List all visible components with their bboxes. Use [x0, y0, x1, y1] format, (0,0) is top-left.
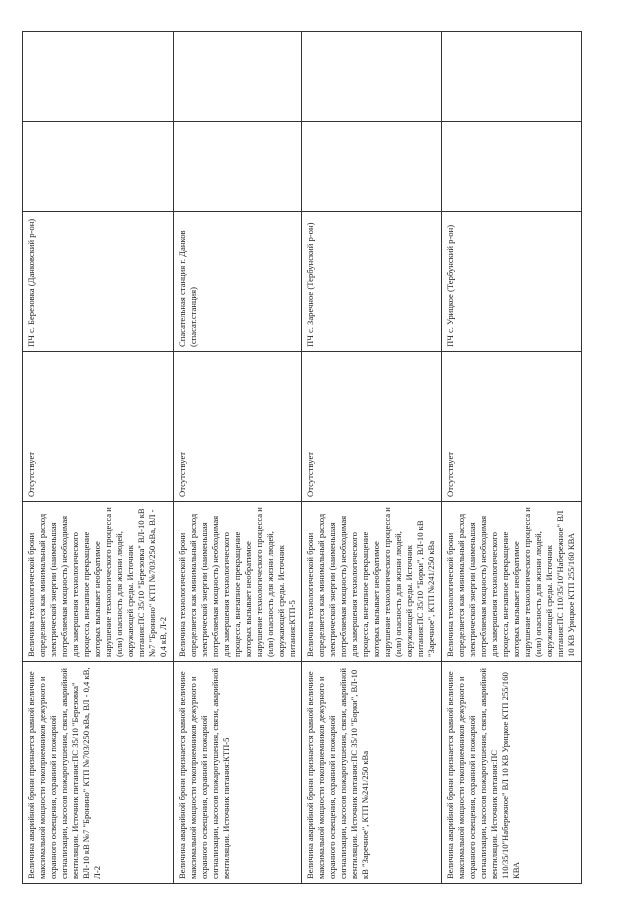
object-name-cell: ПЧ с. Урицкое (Тербунский р-он): [442, 212, 582, 352]
emergency-reserve-cell: Величина аварийной брони признается равной величине максимальной мощности токоприемников дежурного и охранного освещения, охранной и пожарной сигнализации, насосов пожаротушения, связи, аварийной вентиляции. Источник питания:КТП-5: [173, 662, 302, 884]
emergency-reserve-cell: Величина аварийной брони признается равной величине максимальной мощности токоприемников дежурного и охранного освещения, охранной и пожарной сигнализации, насосов пожаротушения, связи, аварийной вентиляции. Источник питания:ПС 35/10 "Березовка" ВЛ-10 кВ №7 "Бронино" КТП №703/250 кВа, ВЛ - 0,4 кВ, Л-2: [23, 662, 174, 884]
blank-cell: [302, 32, 442, 122]
tech-reserve-cell: Величина технологической брони определяется как минимальный расход электрической энергии (наименьшая потребляемая мощность) необходимая для завершения технологического процесса, внезапное прекращение которых вызывает необратимое нарушение технологического процесса и (или) опасность для жизни людей, окружающей среды. Источник питания:ПС 110/35/10"Набережное" ВЛ 10 КВ Урицкое КТП 255/160 КВА: [442, 502, 582, 662]
blank-cell: [173, 32, 302, 122]
tech-reserve-cell: Величина технологической брони определяется как минимальный расход электрической энергии (наименьшая потребляемая мощность) необходимая для завершения технологического процесса, внезапное прекращение которых вызывает необратимое нарушение технологического процесса и (или) опасность для жизни людей, окружающей среды. Источник питания:ПС 35/10 "Борки", ВЛ-10 кВ "Заречное", КТП №241/250 кВа: [302, 502, 442, 662]
rotated-table-container: [22, 32, 582, 884]
tech-reserve-cell: Величина технологической брони определяется как минимальный расход электрической энергии (наименьшая потребляемая мощность) необходимая для завершения технологического процесса, внезапное прекращение которых вызывает необратимое нарушение технологического процесса и (или) опасность для жизни людей, окружающей среды. Источник питания:ПС 35/10 "Березовка" ВЛ-10 кВ №7 "Бронино" КТП №703/250 кВа, ВЛ - 0,4 кВ, Л-2: [23, 502, 174, 662]
blank-cell: [442, 122, 582, 212]
status-cell: Отсутствует: [302, 352, 442, 502]
blank-cell: [302, 122, 442, 212]
status-cell: Отсутствует: [173, 352, 302, 502]
blank-cell: [442, 32, 582, 122]
table-row: [302, 32, 442, 884]
status-cell: Отсутствует: [442, 352, 582, 502]
table-row: [23, 32, 174, 884]
reserve-table: [22, 31, 582, 884]
object-name-cell: Спасательная станция г. Данков (спасат.станция): [173, 212, 302, 352]
table-row: [173, 32, 302, 884]
emergency-reserve-cell: Величина аварийной брони признается равной величине максимальной мощности токоприемников дежурного и охранного освещения, охранной и пожарной сигнализации, насосов пожаротушения, связи, аварийной вентиляции. Источник питания:ПС 35/10 "Борки", ВЛ-10 кВ "Заречное", КТП №241/250 кВа: [302, 662, 442, 884]
blank-cell: [173, 122, 302, 212]
blank-cell: [23, 122, 174, 212]
status-cell: Отсутствует: [23, 352, 174, 502]
tech-reserve-cell: Величина технологической брони определяется как минимальный расход электрической энергии (наименьшая потребляемая мощность) необходимая для завершения технологического процесса, внезапное прекращение которых вызывает необратимое нарушение технологического процесса и (или) опасность для жизни людей, окружающей среды. Источник питания:КТП-5: [173, 502, 302, 662]
object-name-cell: ПЧ с. Березовка (Данковский р-он): [23, 212, 174, 352]
object-name-cell: ПЧ с. Заречное (Тербунский р-он): [302, 212, 442, 352]
table-row: [442, 32, 582, 884]
emergency-reserve-cell: Величина аварийной брони признается равной величине максимальной мощности токоприемников дежурного и охранного освещения, охранной и пожарной сигнализации, насосов пожаротушения, связи, аварийной вентиляции. Источник питания:ПС 110/35/10"Набережное" ВЛ 10 КВ Урицкое КТП 255/160 КВА: [442, 662, 582, 884]
blank-cell: [23, 32, 174, 122]
